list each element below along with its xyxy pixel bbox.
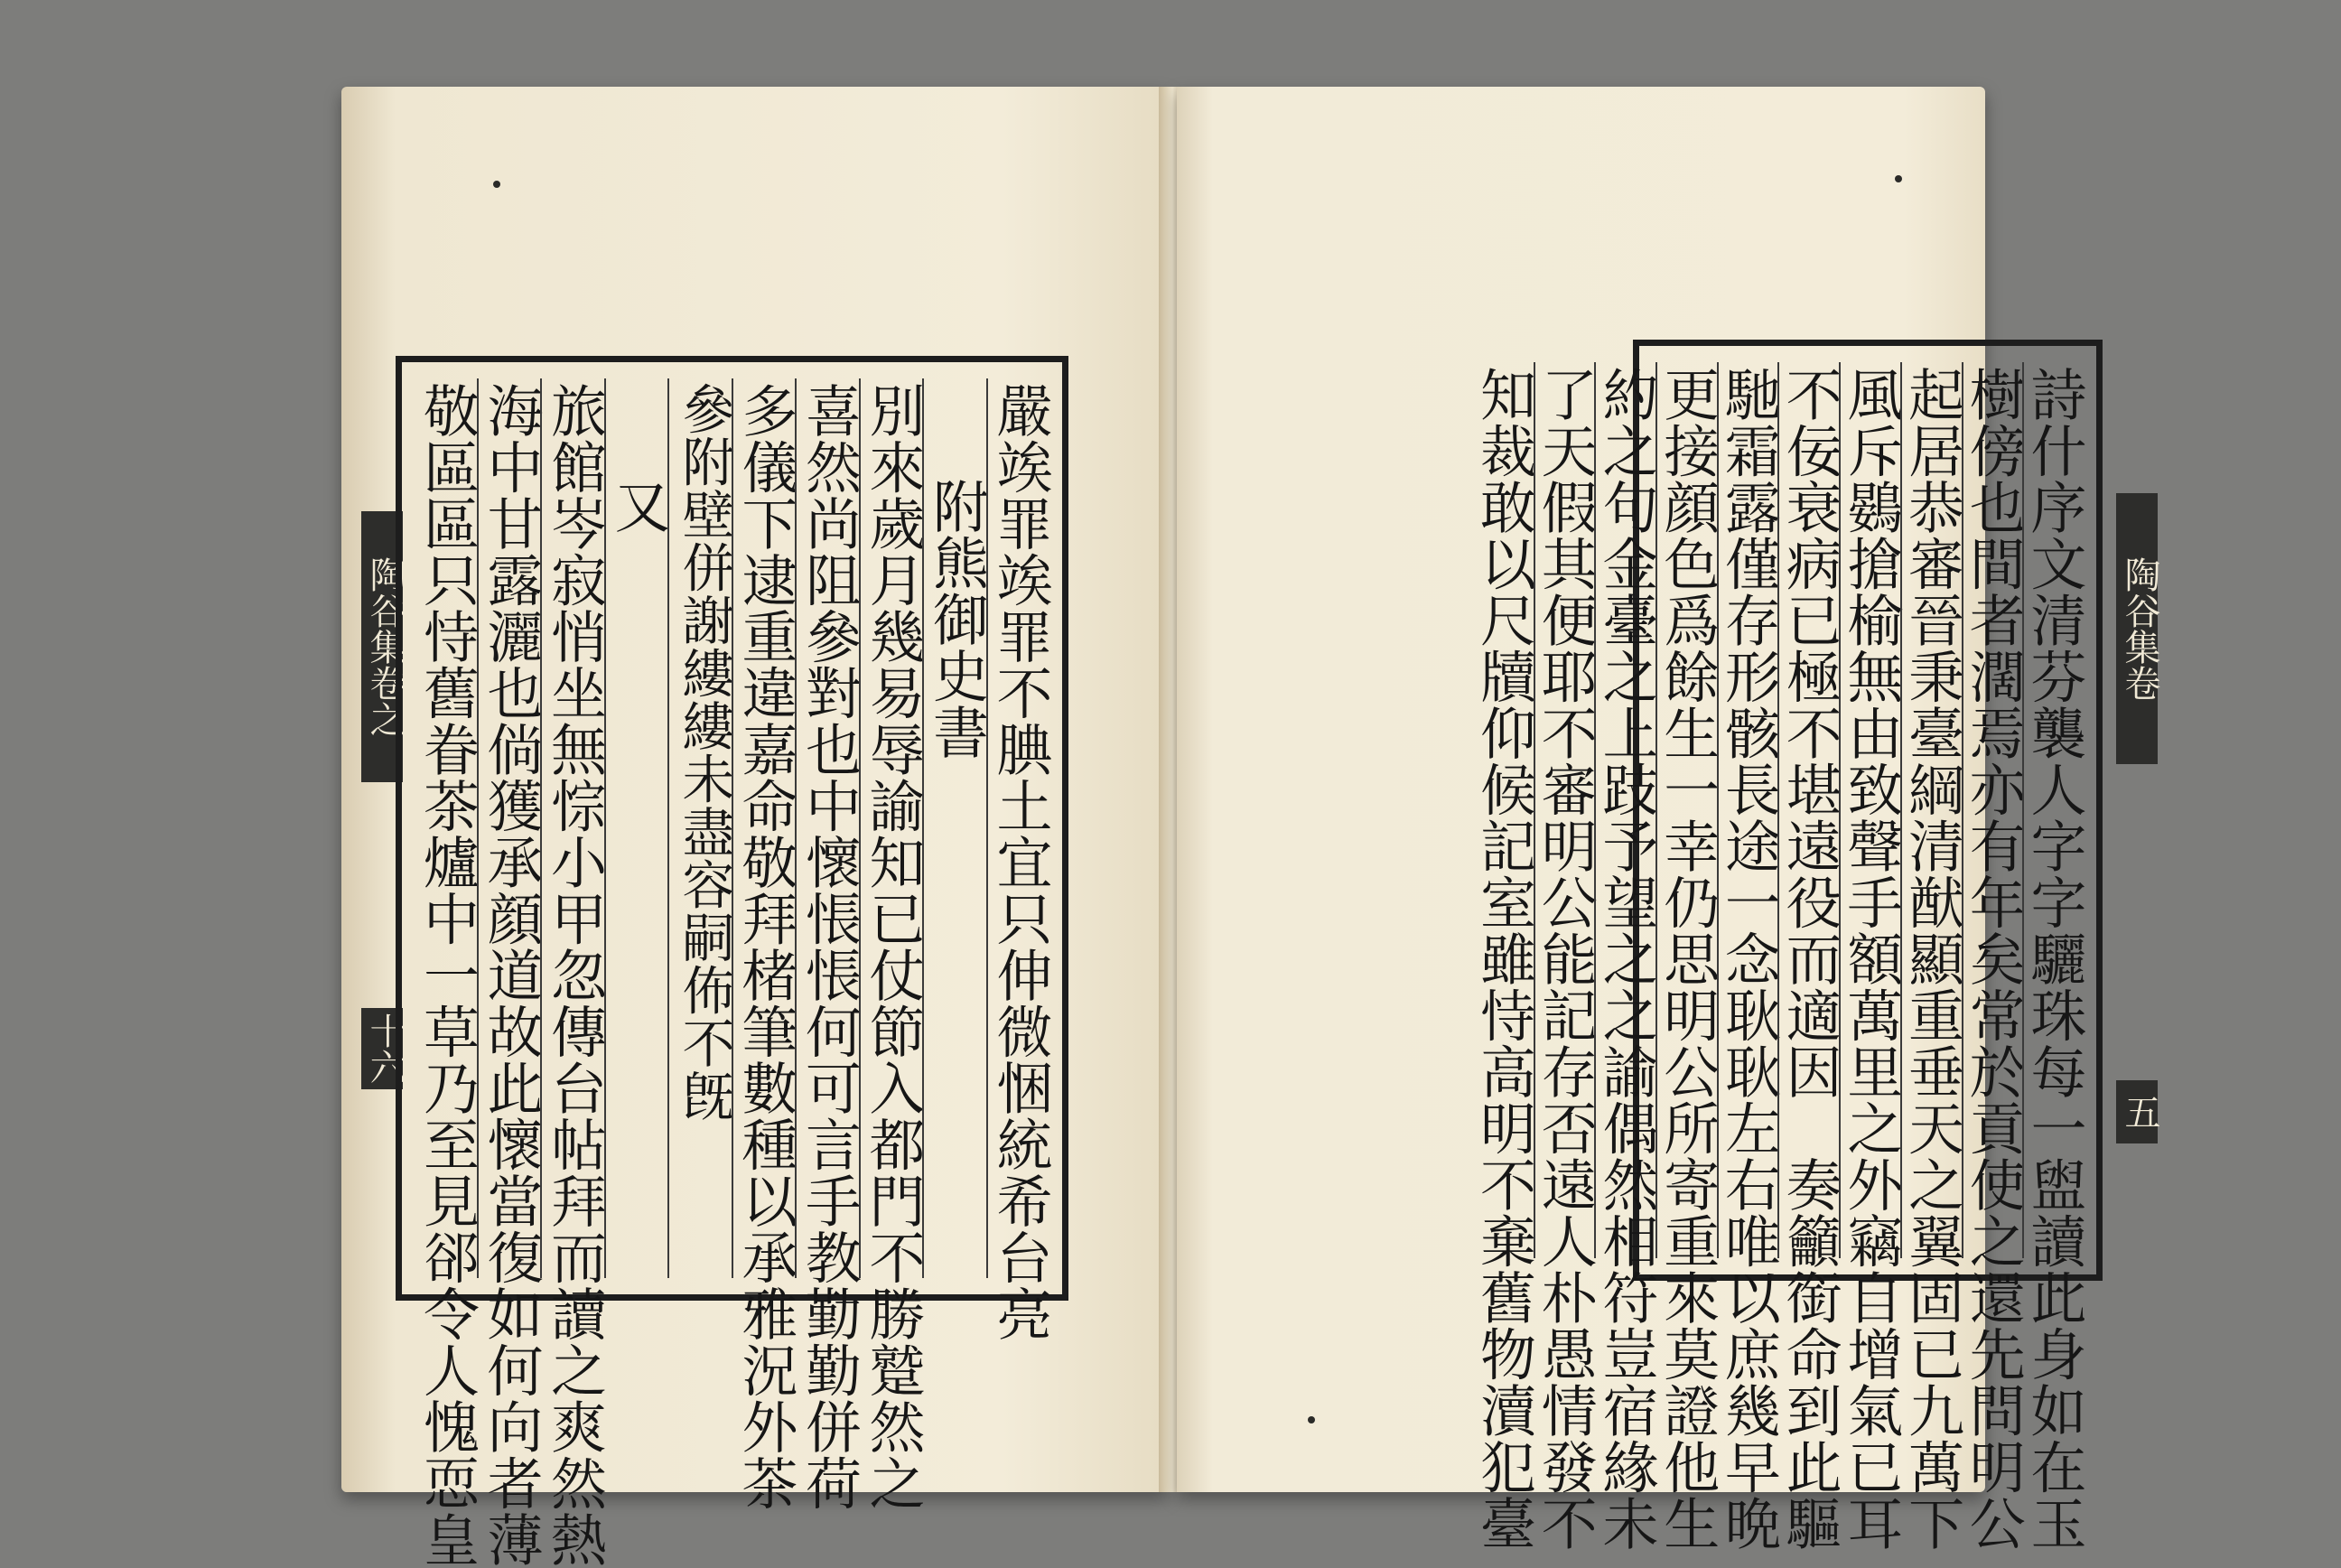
right-text-block (1470, 340, 2103, 1552)
text-column: 喜然尚阻參對也中懷悵悵何可言手教勤勤併荷 (795, 378, 859, 1278)
text-column: 不佞衰病已極不堪遠役而適因 奏籲銜命到此驅 (1777, 362, 1839, 1258)
text-column: 別來歲月幾易辱諭知已仗節入都門不勝蹵然之 (859, 378, 923, 1278)
text-column: 海中甘露灑也倘獲承顔道故此懷當復如何向者薄 (477, 378, 541, 1278)
text-column: 了天假其便耶不審明公能記存否遠人朴愚情發不 (1534, 362, 1595, 1258)
text-column: 樹傍也間者濶焉亦有年矣常於貢使之還先問明公 (1962, 362, 2023, 1258)
text-column: 又 (604, 378, 668, 1278)
text-column: 更接顔色爲餘生一幸仍思明公所寄重來莫證他生 (1655, 362, 1717, 1258)
text-column: 知裁敢以尺牘仰候記室雖恃高明不棄舊物瀆犯臺 (1470, 366, 1537, 1552)
right-folio: 五 (2116, 1080, 2158, 1143)
left-folio: 十六 (361, 1008, 403, 1089)
open-book (341, 87, 2160, 1568)
text-column: 詩什序文清芬襲人字字驪珠每一盥讀此身如在玉 (2022, 362, 2084, 1258)
binding-hole (1895, 175, 1902, 182)
text-column: 參附壁併謝縷縷未盡容嗣佈不旣 (667, 378, 732, 1278)
text-column: 附熊御史書 (922, 378, 986, 1278)
left-text-block (396, 356, 1068, 1568)
binding-hole (493, 181, 500, 188)
text-column: 嚴竢罪竢罪不腆土宜只伸微悃統希台亮 (986, 378, 1050, 1278)
text-column: 敬區區只恃舊眷茶爐中一草乃至見郤令人愧恧皇 (414, 382, 480, 1568)
text-column: 多儀下逮重違嘉命敬拜楮筆數種以承雅況外茶 (732, 378, 796, 1278)
text-column: 馳霜露僅存形骸長途一念耿耿左右唯以庶幾早晩 (1717, 362, 1778, 1258)
binding-hole (1308, 1416, 1315, 1423)
right-running-header: 陶谷集卷 (2116, 493, 2158, 764)
text-column: 起居恭審晉秉臺綱清猷顯重垂天之翼固已九萬下 (1900, 362, 1962, 1258)
left-running-header: 陶谷集卷之 (361, 511, 403, 782)
text-column: 約之句金臺之上跂予望之之諭偶然相符豈宿緣未 (1594, 362, 1655, 1258)
right-page (1177, 87, 2160, 1552)
left-page (341, 87, 1168, 1568)
text-column: 風斥鷃搶榆無由致聲手額萬里之外竊自增氣已耳 (1839, 362, 1900, 1258)
text-column: 旅館岑寂悄坐無悰小甲忽傳台帖拜而讀之爽然熱 (540, 378, 604, 1278)
